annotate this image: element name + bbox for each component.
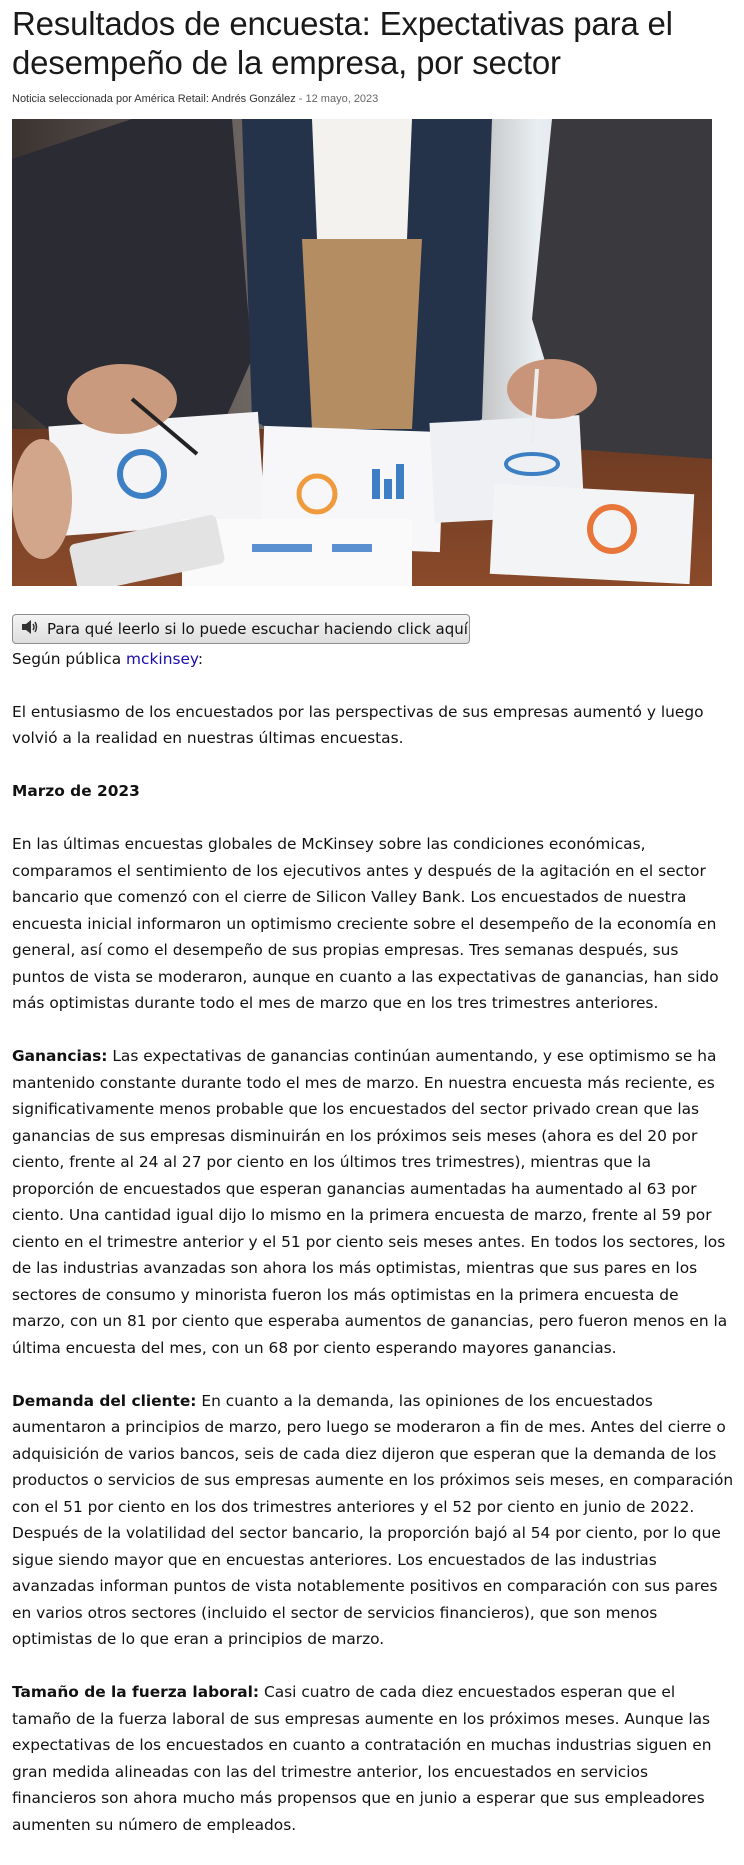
article-title: Resultados de encuesta: Expectativas para el desempeño de la empresa, por sector [12,5,673,81]
article-body [12,646,736,1865]
demanda-label: Demanda del cliente: [12,1391,197,1410]
paragraph-demanda: Demanda del cliente: En cuanto a la demanda, las opiniones de los encuestados aumentaron a principios de marzo, pero luego se moderaron a fin de mes. Antes del cierre o adquisición de varios bancos, seis de cada diez dijeron que esperan que la demanda de los productos o servicios de sus empresas aumente en los próximos seis meses, en comparación con el 51 por ciento en los dos trimestres anteriores y el 52 por ciento en junio de 2022. Después de la volatilidad del sector bancario, la proporción bajó al 54 por ciento, por lo que sigue siendo mayor que en encuestas anteriores. Los encuestados de las industrias avanzadas informan puntos de vista notablemente positivos en comparación con sus pares en varios otros sectores (incluido el sector de servicios financieros), que son menos optimistas de lo que eran a principios de marzo. [12,1391,734,1648]
mckinsey-link[interactable]: mckinsey [126,650,198,668]
intro-paragraph: El entusiasmo de los encuestados por las perspectivas de sus empresas aumentó y luego volvió a la realidad en nuestras últimas encuestas. [12,702,704,747]
listen-audio-button[interactable] [12,614,470,644]
ganancias-label: Ganancias: [12,1047,108,1065]
meta-separator: - [298,93,303,105]
speaker-icon [21,619,39,639]
paragraph-1: En las últimas encuestas globales de McKinsey sobre las condiciones económicas, comparamos el sentimiento de los ejecutivos antes y después de la agitación en el sector bancario que comenzó con el cierre de Silicon Valley Bank. Los encuestados de nuestra encuesta inicial informaron un optimismo creciente sobre el desempeño de la economía en general, así como el desempeño de sus propias empresas. Tres semanas después, sus puntos de vista se moderaron, aunque en cuanto a las expectativas de ganancias, han sido más optimistas durante todo el mes de marzo que en los tres trimestres anteriores. [12,835,719,1012]
section-heading: Marzo de 2023 [12,782,140,800]
author-name[interactable]: Andrés González [211,93,296,105]
article-date: 12 mayo, 2023 [305,93,379,105]
paragraph-fuerza-laboral: Tamaño de la fuerza laboral: Casi cuatro de cada diez encuestados esperan que el tamaño de la fuerza laboral de sus empresas aumente en los próximos meses. Aunque las expectativas de los encuestados en cuanto a contratación en muchas industrias siguen en gran medida alineadas con las del trimestre anterior, los encuestados en servicios financieros son ahora mucho más propensos que en junio a esperar que sus empleadores aumenten su número de empleados. [12,1683,712,1834]
fuerza-label: Tamaño de la fuerza laboral: [12,1683,260,1701]
listen-button-label: Para qué leerlo si lo puede escuchar haciendo click aquí [47,620,468,638]
article-meta [12,93,732,107]
paragraph-ganancias: Ganancias: Las expectativas de ganancias continúan aumentando, y ese optimismo se ha mantenido constante durante todo el mes de marzo. En nuestra encuesta más reciente, es significativamente menos probable que los encuestados del sector privado crean que las ganancias de sus empresas disminuirán en los próximos seis meses (ahora es del 20 por ciento, frente al 24 al 27 por ciento en los últimos tres trimestres), mientras que la proporción de encuestados que esperan ganancias aumentadas ha aumentado al 63 por ciento. Una cantidad igual dijo lo mismo en la primera encuesta de marzo, frente al 59 por ciento en el trimestre anterior y el 51 por ciento seis meses antes. En todos los sectores, los de las industrias avanzadas son ahora los más optimistas, mientras que sus pares en los sectores de consumo y minorista fueron los más optimistas en la primera encuesta de marzo, con un 81 por ciento que esperaba aumentos de ganancias, pero fueron menos en la última encuesta del mes, con un 68 por ciento esperando mayores ganancias. [12,1047,728,1357]
article-page [12,0,734,1834]
byline-prefix: Noticia seleccionada por América Retail: [12,93,209,105]
source-line: Según pública mckinsey: [12,650,204,668]
hero-image [12,119,712,586]
